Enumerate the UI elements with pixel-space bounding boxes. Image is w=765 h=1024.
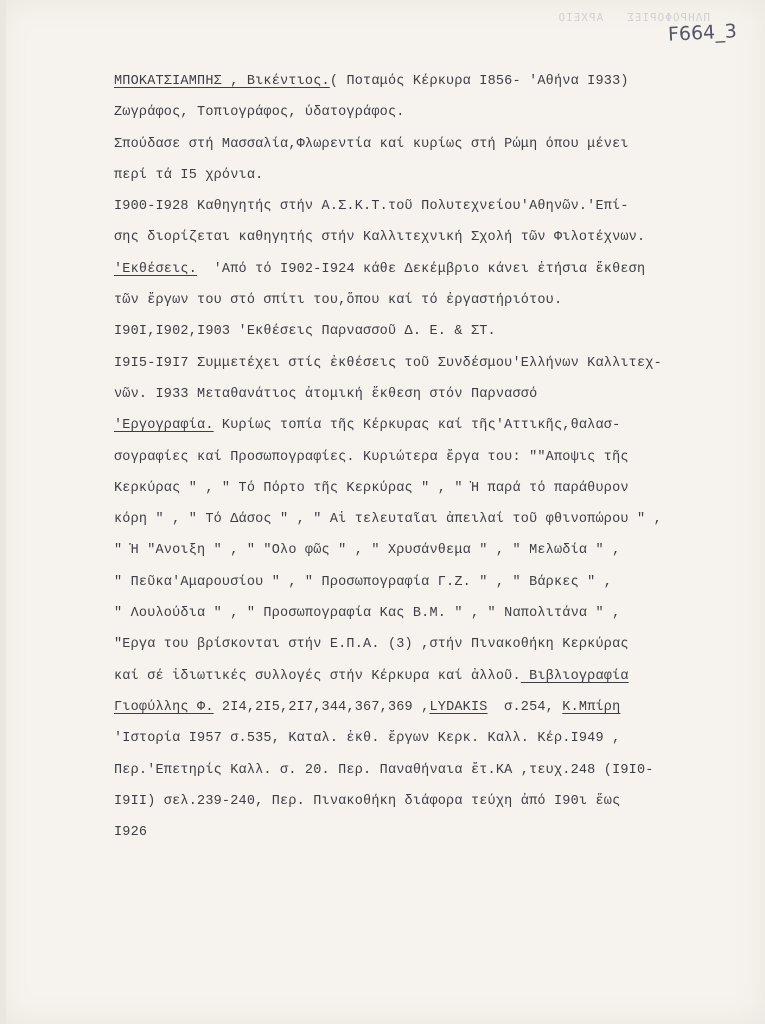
bio-text: Ι9Ι5-Ι9Ι7 Συμμετέχει στίς ἐκθέσεις τοῦ Συνδέσμου'Ελλήνων Καλλιτεχ-	[114, 355, 662, 371]
works-heading: 'Εργογραφία.	[114, 418, 214, 434]
bio-text: καί σέ ἰδιωτικές συλλογές στήν Κέρκυρα καί ἀλλοῦ.	[114, 668, 521, 684]
text-line	[114, 66, 744, 97]
text-line	[114, 755, 744, 786]
bio-text: 'Ιστορία Ι957 σ.535, Καταλ. ἐκθ. ἔργων Κερκ. Καλλ. Κέρ.Ι949 ,	[114, 731, 621, 747]
text-line	[114, 629, 744, 660]
artist-name-heading: ΜΠΟΚΑΤΣΙΑΜΠΗΣ , Βικέντιος.	[114, 74, 330, 89]
bio-text: " Πεῦκα'Αμαρουσίου " , " Προσωπογραφία Γ.Ζ. " , " Βάρκες " ,	[114, 574, 613, 590]
bio-text: περί τά Ι5 χρόνια.	[114, 167, 264, 183]
text-line	[114, 160, 744, 191]
bibliography-heading: Βιβλιογραφία	[520, 668, 629, 684]
bio-text: τῶν ἔργων του στό σπίτι του,ὅπου καί τό ἐργαστήριότου.	[114, 293, 563, 309]
text-line	[114, 598, 744, 629]
bio-text: σης διορίζεται καθηγητής στήν Καλλιτεχνική Σχολή τῶν Φιλοτέχνων.	[114, 230, 646, 246]
bio-text: " Ἡ "Ανοιξη " , " "Ολο φῶς " , " Χρυσάνθεμα " , " Μελωδία " ,	[114, 543, 621, 559]
typed-text-body	[114, 66, 744, 848]
text-line	[114, 442, 744, 473]
text-line	[114, 129, 744, 160]
bio-text: σογραφίες καί Προσωπογραφίες. Κυριώτερα ἔργα του: ""Αποψις τῆς	[114, 449, 629, 465]
text-line	[114, 191, 744, 222]
exhibitions-heading: 'Εκθέσεις.	[114, 261, 198, 277]
text-line	[114, 661, 744, 692]
bibliography-author: LYDAKIS	[429, 699, 488, 715]
text-line	[114, 379, 744, 410]
bio-text: " Λουλούδια " , " Προσωπογραφία Κας Β.Μ. " , " Ναπολιτάνα " ,	[114, 606, 621, 622]
text-line	[114, 504, 744, 535]
bibliography-author: Γιοφύλλης Φ.	[114, 699, 214, 715]
bio-text: Ι90Ι,Ι902,Ι903 'Εκθέσεις Παρνασσοῦ Δ. Ε. & ΣΤ.	[114, 324, 496, 340]
text-line	[114, 535, 744, 566]
bio-text: 'Από τό Ι902-Ι924 κάθε Δεκέμβριο κάνει ἐτήσια ἔκθεση	[197, 261, 646, 277]
text-line	[114, 723, 744, 754]
profession-line: Ζωγράφος, Τοπιογράφος, ύδατογράφος.	[114, 105, 405, 121]
text-line	[114, 692, 744, 723]
text-line	[114, 316, 744, 347]
text-line	[114, 567, 744, 598]
bio-text: Κερκύρας " , " Τό Πόρτο τῆς Κερκύρας " , " Ἡ παρά τό παράθυρον	[114, 480, 629, 496]
bio-text: σ.254,	[487, 699, 563, 715]
bio-text: Κυρίως τοπία τῆς Κέρκυρας καί τῆς'Αττικῆς,θαλασ-	[213, 418, 621, 434]
bio-text: Ι900-Ι928 Καθηγητής στήν Α.Σ.Κ.Τ.τοῦ Πολυτεχνείου'Αθηνῶν.'Επί-	[114, 199, 629, 215]
bleed-through-text: ΠΛΗΡΟΦΟΡΙΕΣ ΑΡΧΕΙΟ	[557, 11, 710, 24]
text-line	[114, 817, 744, 848]
text-line	[114, 285, 744, 316]
text-line	[114, 348, 744, 379]
text-line	[114, 473, 744, 504]
bio-text: κόρη " , " Τό Δάσος " , " Αἱ τελευταῖαι ἀπειλαί τοῦ φθινοπώρου " ,	[114, 512, 662, 528]
text-line	[114, 97, 744, 128]
birth-death-info: ( Ποταμός Κέρκυρα Ι856- 'Αθήνα Ι933)	[329, 74, 629, 89]
bio-text: Σπούδασε στή Μασσαλία,Φλωρεντία καί κυρίως στή Ρώμη όπου μένει	[114, 136, 629, 152]
text-line	[114, 222, 744, 253]
bio-text: "Εργα του βρίσκονται στήν Ε.Π.Α. (3) ,στήν Πινακοθήκη Κερκύρας	[114, 637, 629, 653]
text-line	[114, 786, 744, 817]
reference-number: F664_3	[667, 20, 738, 46]
bio-text: Ι9ΙΙ) σελ.239-240, Περ. Πινακοθήκη διάφορα τεύχη ἀπό Ι90ι ἕως	[114, 793, 621, 809]
bio-text: Περ.'Επετηρίς Καλλ. σ. 20. Περ. Παναθήναια ἔτ.ΚΑ ,τευχ.248 (Ι9Ι0-	[114, 762, 654, 778]
text-line	[114, 410, 744, 441]
bio-text: 2Ι4,2Ι5,2Ι7,344,367,369 ,	[213, 699, 430, 715]
bio-text: νῶν. Ι933 Μεταθανάτιος ἀτομική ἔκθεση στόν Παρνασσό	[114, 386, 538, 402]
page-edge	[0, 0, 6, 1024]
text-line	[114, 254, 744, 285]
bibliography-author: Κ.Μπίρη	[562, 699, 621, 715]
bio-text: Ι926	[114, 825, 148, 841]
